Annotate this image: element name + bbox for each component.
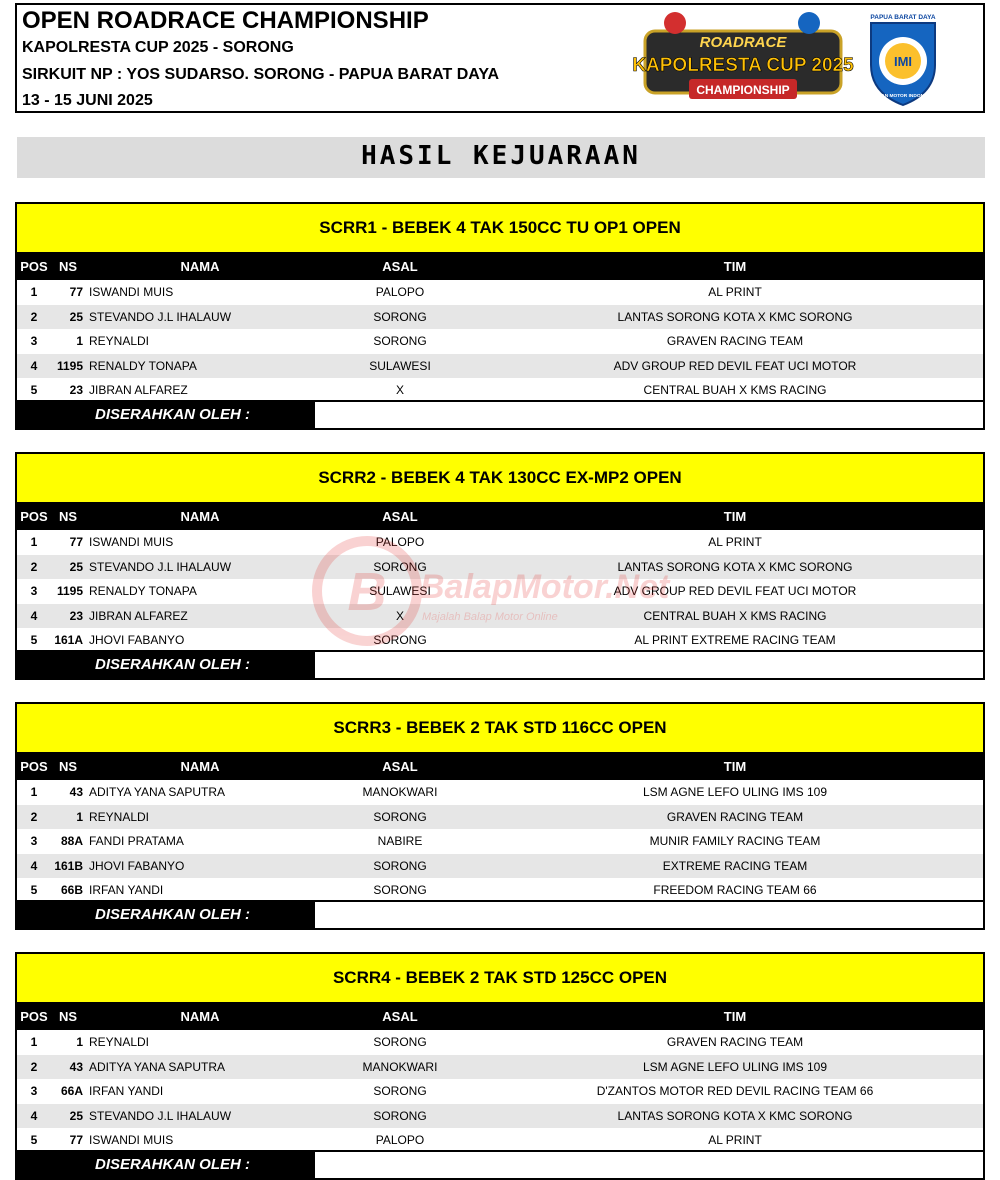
cell-pos: 5 — [30, 1133, 38, 1147]
col-tim: TIM — [723, 759, 747, 774]
cell-asal: X — [395, 608, 404, 623]
results-banner-title: HASIL KEJUARAAN — [361, 141, 641, 171]
cell-ns: 1 — [76, 809, 83, 824]
cell-asal: NABIRE — [377, 834, 423, 848]
cell-asal: SULAWESI — [369, 358, 431, 373]
cell-tim: CENTRAL BUAH X KMS RACING — [643, 608, 827, 623]
race-class-title: SCRR4 - BEBEK 2 TAK STD 125CC OPEN — [17, 954, 983, 1004]
cell-asal: SORONG — [373, 883, 427, 897]
col-ns: NS — [58, 759, 78, 774]
event-dates: 13 - 15 JUNI 2025 — [22, 92, 153, 109]
handover-label: DISERAHKAN OLEH : — [17, 652, 315, 678]
results-table-header — [17, 253, 983, 280]
cell-ns: 43 — [69, 785, 83, 799]
logo-imi-initials: IMI — [893, 54, 913, 69]
cell-ns: 1 — [76, 1035, 83, 1049]
cell-asal: SORONG — [373, 334, 427, 348]
col-pos: POS — [20, 509, 48, 524]
logo-roadrace-text: ROADRACE — [699, 34, 787, 51]
cell-tim: LANTAS SORONG KOTA X KMC SORONG — [617, 1108, 853, 1123]
cell-asal: MANOKWARI — [362, 785, 438, 799]
logo-cup-text: KAPOLRESTA CUP 2025 — [632, 55, 854, 76]
cell-ns: 77 — [69, 535, 83, 549]
col-asal: ASAL — [382, 1009, 418, 1024]
col-pos: POS — [20, 759, 48, 774]
cell-pos: 4 — [30, 358, 38, 373]
cell-tim: EXTREME RACING TEAM — [662, 858, 808, 873]
results-rows — [17, 1030, 983, 1153]
cell-nama: JHOVI FABANYO — [89, 858, 185, 873]
cell-pos: 4 — [30, 1108, 38, 1123]
logo-championship-text: CHAMPIONSHIP — [696, 83, 790, 97]
cell-nama: REYNALDI — [89, 1035, 150, 1049]
cell-pos: 3 — [30, 334, 38, 348]
logo-imi-ring-text: IKATAN MOTOR INDONESIA — [870, 94, 936, 99]
cell-pos: 3 — [30, 1084, 38, 1098]
race-class-title: SCRR3 - BEBEK 2 TAK STD 116CC OPEN — [17, 704, 983, 754]
cell-pos: 5 — [30, 883, 38, 897]
col-pos: POS — [20, 1009, 48, 1024]
cell-ns: 25 — [69, 559, 83, 574]
cell-nama: REYNALDI — [89, 809, 150, 824]
cell-asal: SORONG — [373, 1084, 427, 1098]
logo-imi-region: PAPUA BARAT DAYA — [870, 14, 936, 21]
cell-nama: ADITYA YANA SAPUTRA — [89, 1059, 226, 1074]
cell-asal: PALOPO — [375, 535, 425, 549]
col-asal: ASAL — [382, 259, 418, 274]
cell-tim: MUNIR FAMILY RACING TEAM — [649, 834, 821, 848]
cell-ns: 77 — [69, 285, 83, 299]
table-row — [17, 780, 983, 805]
col-nama: NAMA — [180, 1009, 220, 1024]
cell-ns: 161B — [54, 858, 83, 873]
cell-ns: 66B — [60, 883, 83, 897]
cell-tim: GRAVEN RACING TEAM — [666, 1035, 804, 1049]
cell-nama: ISWANDI MUIS — [89, 535, 174, 549]
cell-ns: 23 — [69, 608, 83, 623]
kapolresta-cup-logo — [632, 9, 854, 107]
col-tim: TIM — [723, 1009, 747, 1024]
cell-ns: 1195 — [56, 584, 83, 598]
cell-nama: RENALDY TONAPA — [89, 358, 197, 373]
cell-nama: REYNALDI — [89, 334, 150, 348]
cell-nama: JIBRAN ALFAREZ — [89, 383, 188, 397]
cell-ns: 43 — [69, 1059, 83, 1074]
handover-footer — [17, 1150, 983, 1178]
cell-asal: SORONG — [373, 559, 427, 574]
cell-pos: 2 — [30, 309, 38, 324]
table-row — [17, 329, 983, 354]
cell-tim: ADV GROUP RED DEVIL FEAT UCI MOTOR — [613, 584, 857, 598]
cell-pos: 2 — [30, 1059, 38, 1074]
cell-pos: 2 — [30, 559, 38, 574]
cell-asal: MANOKWARI — [362, 1059, 438, 1074]
table-row — [17, 378, 983, 403]
cell-pos: 5 — [30, 383, 38, 397]
cell-nama: ISWANDI MUIS — [89, 285, 174, 299]
handover-label: DISERAHKAN OLEH : — [17, 1152, 315, 1178]
cell-nama: JHOVI FABANYO — [89, 633, 185, 647]
col-ns: NS — [58, 509, 78, 524]
table-row — [17, 1079, 983, 1104]
cell-tim: LANTAS SORONG KOTA X KMC SORONG — [617, 559, 853, 574]
cell-asal: X — [395, 383, 404, 397]
cell-ns: 1 — [76, 334, 83, 348]
circuit-info: SIRKUIT NP : YOS SUDARSO. SORONG - PAPUA BARAT DAYA — [22, 66, 500, 83]
cell-nama: RENALDY TONAPA — [89, 584, 197, 598]
cell-tim: GRAVEN RACING TEAM — [666, 809, 804, 824]
cell-asal: SULAWESI — [369, 584, 431, 598]
results-table-header — [17, 1003, 983, 1030]
results-rows — [17, 780, 983, 903]
table-row — [17, 805, 983, 830]
table-row — [17, 878, 983, 903]
cell-asal: PALOPO — [375, 285, 425, 299]
cell-ns: 23 — [69, 383, 83, 397]
cell-tim: FREEDOM RACING TEAM 66 — [653, 883, 817, 897]
handover-label: DISERAHKAN OLEH : — [17, 402, 315, 428]
results-table-header — [17, 753, 983, 780]
championship-title: OPEN ROADRACE CHAMPIONSHIP — [22, 7, 429, 34]
cell-tim: LSM AGNE LEFO ULING IMS 109 — [642, 785, 828, 799]
cell-ns: 88A — [60, 834, 83, 848]
cell-pos: 5 — [30, 633, 38, 647]
cell-nama: STEVANDO J.L IHALAUW — [89, 309, 232, 324]
cell-nama: STEVANDO J.L IHALAUW — [89, 1108, 232, 1123]
document-header — [15, 3, 985, 113]
cell-tim: GRAVEN RACING TEAM — [666, 334, 804, 348]
race-class-section — [15, 702, 985, 930]
cell-pos: 3 — [30, 834, 38, 848]
table-row — [17, 1128, 983, 1153]
cell-pos: 1 — [30, 1035, 38, 1049]
cell-pos: 1 — [30, 285, 38, 299]
cell-asal: PALOPO — [375, 1133, 425, 1147]
cell-asal: SORONG — [373, 1108, 427, 1123]
race-class-section — [15, 952, 985, 1180]
table-row — [17, 305, 983, 330]
col-nama: NAMA — [180, 759, 220, 774]
balapmotor-watermark — [312, 536, 670, 646]
table-row — [17, 1104, 983, 1129]
cell-nama: JIBRAN ALFAREZ — [89, 608, 188, 623]
col-tim: TIM — [723, 259, 747, 274]
cell-tim: ADV GROUP RED DEVIL FEAT UCI MOTOR — [613, 358, 857, 373]
table-row — [17, 829, 983, 854]
col-asal: ASAL — [382, 759, 418, 774]
cell-tim: LSM AGNE LEFO ULING IMS 109 — [642, 1059, 828, 1074]
cell-pos: 4 — [30, 608, 38, 623]
cell-tim: CENTRAL BUAH X KMS RACING — [643, 383, 827, 397]
cell-asal: SORONG — [373, 1035, 427, 1049]
svg-text:B: B — [347, 562, 387, 622]
cup-name: KAPOLRESTA CUP 2025 - SORONG — [22, 39, 294, 56]
cell-pos: 2 — [30, 809, 38, 824]
table-row — [17, 1030, 983, 1055]
table-row — [17, 1055, 983, 1080]
col-ns: NS — [58, 1009, 78, 1024]
handover-footer — [17, 900, 983, 928]
cell-tim: LANTAS SORONG KOTA X KMC SORONG — [617, 309, 853, 324]
watermark-tagline: Majalah Balap Motor Online — [422, 611, 558, 623]
cell-nama: FANDI PRATAMA — [89, 834, 184, 848]
col-nama: NAMA — [180, 509, 220, 524]
cell-asal: SORONG — [373, 633, 427, 647]
col-pos: POS — [20, 259, 48, 274]
col-nama: NAMA — [180, 259, 220, 274]
cell-pos: 4 — [30, 858, 38, 873]
cell-ns: 25 — [69, 1108, 83, 1123]
cell-tim: AL PRINT — [708, 535, 762, 549]
results-rows — [17, 280, 983, 403]
table-row — [17, 854, 983, 879]
col-asal: ASAL — [382, 509, 418, 524]
cell-pos: 1 — [30, 535, 38, 549]
results-table-header — [17, 503, 983, 530]
col-tim: TIM — [723, 509, 747, 524]
cell-nama: ISWANDI MUIS — [89, 1133, 174, 1147]
cell-ns: 66A — [60, 1084, 83, 1098]
handover-label: DISERAHKAN OLEH : — [17, 902, 315, 928]
imi-papua-barat-daya-logo — [865, 9, 941, 107]
results-banner — [17, 137, 985, 178]
cell-ns: 77 — [69, 1133, 83, 1147]
table-row — [17, 280, 983, 305]
cell-nama: IRFAN YANDI — [89, 883, 164, 897]
cell-tim: AL PRINT EXTREME RACING TEAM — [634, 633, 836, 647]
cell-tim: AL PRINT — [708, 285, 762, 299]
table-row — [17, 354, 983, 379]
cell-nama: ADITYA YANA SAPUTRA — [89, 785, 226, 799]
cell-ns: 1195 — [56, 358, 83, 373]
cell-pos: 1 — [30, 785, 38, 799]
cell-nama: STEVANDO J.L IHALAUW — [89, 559, 232, 574]
watermark-brand: BalapMotor.Net — [420, 568, 670, 606]
cell-pos: 3 — [30, 584, 38, 598]
cell-asal: SORONG — [373, 309, 427, 324]
cell-ns: 161A — [54, 633, 83, 647]
cell-ns: 25 — [69, 309, 83, 324]
race-class-section — [15, 202, 985, 430]
cell-nama: IRFAN YANDI — [89, 1084, 164, 1098]
race-class-title: SCRR2 - BEBEK 4 TAK 130CC EX-MP2 OPEN — [17, 454, 983, 504]
handover-footer — [17, 650, 983, 678]
handover-footer — [17, 400, 983, 428]
race-class-title: SCRR1 - BEBEK 4 TAK 150CC TU OP1 OPEN — [17, 204, 983, 254]
cell-tim: D'ZANTOS MOTOR RED DEVIL RACING TEAM 66 — [596, 1084, 874, 1098]
cell-tim: AL PRINT — [708, 1133, 762, 1147]
cell-asal: SORONG — [373, 858, 427, 873]
cell-asal: SORONG — [373, 809, 427, 824]
col-ns: NS — [58, 259, 78, 274]
